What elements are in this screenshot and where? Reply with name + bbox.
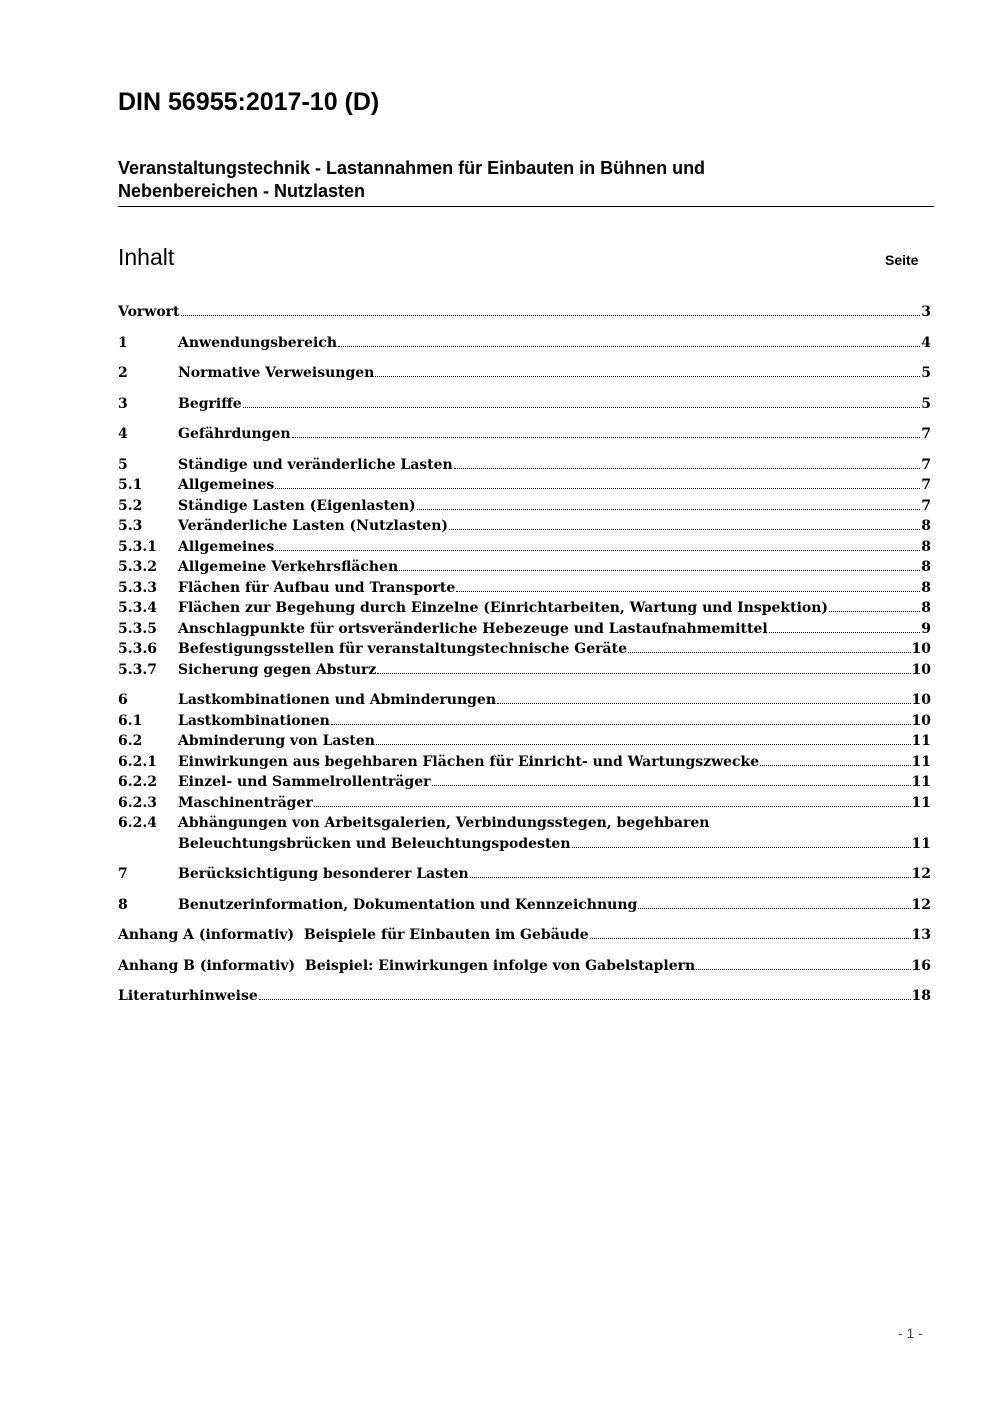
toc-entry-number: 6.2.2	[118, 774, 157, 790]
toc-entry-number: 5.3.3	[118, 579, 157, 596]
toc-leader	[338, 333, 920, 347]
toc-entry[interactable]	[118, 956, 931, 977]
toc-entry-title: Einwirkungen aus begehbaren Flächen für Einricht- und Wartungszwecke	[178, 752, 759, 773]
toc-entry-number: 2	[118, 365, 128, 381]
toc-entry-title: Abminderung von Lasten	[178, 731, 375, 752]
toc-leader	[628, 639, 911, 653]
toc-leader	[417, 496, 921, 510]
toc-leader	[292, 424, 921, 438]
toc-entry-page: 10	[911, 692, 931, 708]
toc-entry-number: 5.3.7	[118, 661, 157, 678]
toc-leader	[399, 557, 920, 571]
toc-entry[interactable]	[118, 925, 931, 946]
toc-leader	[829, 598, 920, 612]
document-title	[118, 157, 934, 207]
document-id: DIN 56955:2017-10 (D)	[118, 88, 380, 116]
toc-entry[interactable]	[118, 537, 931, 558]
toc-entry[interactable]	[118, 813, 931, 854]
toc-entry-page: 8	[921, 579, 931, 596]
toc-leader	[181, 302, 921, 316]
toc-entry-title: Flächen zur Begehung durch Einzelne (Einrichtarbeiten, Wartung und Inspektion)	[178, 598, 828, 619]
toc-entry-number: 5.3.5	[118, 620, 157, 637]
toc-entry-page: 5	[921, 395, 931, 412]
toc-entry-number: 6.2.4	[118, 815, 157, 831]
toc-entry-page: 10	[911, 712, 931, 729]
toc-entry-number: 5.2	[118, 497, 143, 514]
toc-entry-page: 8	[921, 559, 931, 575]
toc-entry-page: 7	[921, 497, 931, 514]
toc-leader	[456, 578, 920, 592]
toc-entry[interactable]	[118, 363, 931, 384]
toc-entry-page: 16	[911, 957, 931, 974]
toc-entry-number: 5.3.1	[118, 538, 157, 555]
toc-leader	[275, 475, 920, 489]
toc-entry-title-continued: Beleuchtungsbrücken und Beleuchtungspodesten	[178, 834, 571, 855]
page-number: - 1 -	[898, 1325, 923, 1341]
toc-entry-page: 11	[911, 774, 931, 790]
toc-leader	[497, 690, 910, 704]
toc-entry-number: 8	[118, 896, 128, 913]
toc-entry[interactable]	[118, 660, 931, 681]
toc-entry-number: 5.1	[118, 477, 143, 493]
toc-entry[interactable]	[118, 557, 931, 578]
toc-entry-page: 7	[921, 456, 931, 473]
toc-entry-title: Gefährdungen	[178, 424, 291, 445]
toc-entry-number: 5.3.4	[118, 600, 157, 616]
toc-leader	[760, 752, 910, 766]
toc-leader	[377, 660, 910, 674]
toc-leader	[470, 864, 911, 878]
toc-entry-title: Anwendungsbereich	[178, 333, 337, 354]
toc-entry-title: Allgemeine Verkehrsflächen	[178, 557, 398, 578]
toc-entry-page: 8	[921, 600, 931, 616]
toc-entry-number: 6.2	[118, 733, 143, 749]
toc-leader	[432, 772, 911, 786]
toc-entry[interactable]	[118, 578, 931, 599]
toc-leader	[375, 363, 920, 377]
document-title-line-1: Veranstaltungstechnik - Lastannahmen für Einbauten in Bühnen und	[118, 158, 706, 178]
toc-leader	[275, 537, 920, 551]
toc-entry[interactable]	[118, 516, 931, 537]
toc-leader	[590, 925, 911, 939]
toc-entry-page: 10	[911, 661, 931, 678]
toc-entry-title: Benutzerinformation, Dokumentation und Kennzeichnung	[178, 895, 637, 916]
toc-entry-number: 1	[118, 334, 128, 351]
toc-entry[interactable]	[118, 302, 931, 323]
toc-entry-number: 6.2.3	[118, 794, 157, 811]
toc-entry-number: 5.3	[118, 518, 143, 534]
toc-page-column-label: Seite	[885, 252, 919, 268]
toc-entry-title: Abhängungen von Arbeitsgalerien, Verbindungsstegen, begehbaren	[178, 813, 709, 834]
toc-entry[interactable]	[118, 475, 931, 496]
toc-entry-title: Lastkombinationen	[178, 711, 330, 732]
toc-entry-number: 6.2.1	[118, 753, 157, 770]
toc-heading: Inhalt	[118, 244, 175, 270]
toc-entry[interactable]	[118, 619, 931, 640]
toc-entry-page: 11	[911, 835, 931, 852]
toc-entry-number: 7	[118, 866, 128, 882]
toc-entry-title: Literaturhinweise	[118, 986, 258, 1007]
toc-entry-title: Flächen für Aufbau und Transporte	[178, 578, 455, 599]
toc-entry-page: 10	[911, 641, 931, 657]
toc-leader	[696, 956, 910, 970]
toc-entry[interactable]	[118, 424, 931, 445]
toc-entry-title: Berücksichtigung besonderer Lasten	[178, 864, 469, 885]
toc-entry-title: Lastkombinationen und Abminderungen	[178, 690, 496, 711]
toc-entry[interactable]	[118, 455, 931, 476]
toc-leader	[449, 516, 920, 530]
toc-entry[interactable]	[118, 793, 931, 814]
toc-entry[interactable]	[118, 864, 931, 885]
toc-entry-title: Allgemeines	[178, 475, 274, 496]
toc-entry-page: 9	[921, 620, 931, 637]
toc-leader	[769, 619, 921, 633]
toc-entry[interactable]	[118, 496, 931, 517]
toc-entry-title: Anhang B (informativ) Beispiel: Einwirkungen infolge von Gabelstaplern	[118, 956, 695, 977]
toc-entry-page: 18	[911, 988, 931, 1004]
toc-leader	[638, 895, 910, 909]
toc-entry[interactable]	[118, 639, 931, 660]
document-title-line-2: Nebenbereichen - Nutzlasten	[118, 181, 366, 201]
toc-entry-page: 7	[921, 426, 931, 442]
toc-entry[interactable]	[118, 731, 931, 752]
toc-entry-title: Einzel- und Sammelrollenträger	[178, 772, 431, 793]
toc-entry[interactable]	[118, 986, 931, 1007]
toc-entry-number: 3	[118, 395, 128, 412]
toc-leader	[376, 731, 911, 745]
toc-entry-title: Befestigungsstellen für veranstaltungstechnische Geräte	[178, 639, 627, 660]
toc-entry[interactable]	[118, 772, 931, 793]
toc-entry-page: 8	[921, 518, 931, 534]
toc-entry-title: Ständige und veränderliche Lasten	[178, 455, 453, 476]
toc-entry-title: Anhang A (informativ) Beispiele für Einbauten im Gebäude	[118, 925, 589, 946]
toc-entry-page: 13	[911, 927, 931, 943]
toc-leader	[572, 834, 911, 848]
toc-entry[interactable]	[118, 752, 931, 773]
toc-entry-title: Sicherung gegen Absturz	[178, 660, 376, 681]
toc-entry-number: 6	[118, 692, 128, 708]
toc-leader	[314, 793, 911, 807]
toc-entry[interactable]	[118, 711, 931, 732]
toc-entry[interactable]	[118, 394, 931, 415]
toc-entry-page: 7	[921, 477, 931, 493]
toc-entry-title: Allgemeines	[178, 537, 274, 558]
toc-entry-page: 5	[921, 365, 931, 381]
toc-entry-number: 6.1	[118, 712, 143, 729]
toc-entry-page: 11	[911, 794, 931, 811]
toc-entry[interactable]	[118, 895, 931, 916]
toc-entry-number: 5.3.6	[118, 641, 157, 657]
toc-entry-page: 3	[921, 304, 931, 320]
toc-entry-title: Ständige Lasten (Eigenlasten)	[178, 496, 416, 517]
toc-entry-page: 11	[911, 753, 931, 770]
toc-leader	[454, 455, 921, 469]
table-of-contents	[118, 302, 931, 1007]
toc-entry[interactable]	[118, 333, 931, 354]
toc-entry-page: 12	[911, 866, 931, 882]
toc-leader	[243, 394, 921, 408]
toc-entry-title: Maschinenträger	[178, 793, 313, 814]
toc-leader	[259, 986, 911, 1000]
toc-leader	[331, 711, 911, 725]
toc-entry-title: Vorwort	[118, 302, 180, 323]
toc-entry-page: 4	[921, 334, 931, 351]
toc-entry-number: 4	[118, 426, 128, 442]
toc-entry-page: 8	[921, 538, 931, 555]
toc-entry-title: Begriffe	[178, 394, 242, 415]
toc-entry-page: 12	[911, 896, 931, 913]
toc-entry-number: 5	[118, 456, 128, 473]
toc-entry[interactable]	[118, 690, 931, 711]
toc-entry-number: 5.3.2	[118, 559, 157, 575]
toc-entry-title: Normative Verweisungen	[178, 363, 374, 384]
toc-entry[interactable]	[118, 598, 931, 619]
toc-entry-title: Anschlagpunkte für ortsveränderliche Hebezeuge und Lastaufnahmemittel	[178, 619, 768, 640]
toc-entry-title: Veränderliche Lasten (Nutzlasten)	[178, 516, 448, 537]
toc-entry-page: 11	[911, 733, 931, 749]
